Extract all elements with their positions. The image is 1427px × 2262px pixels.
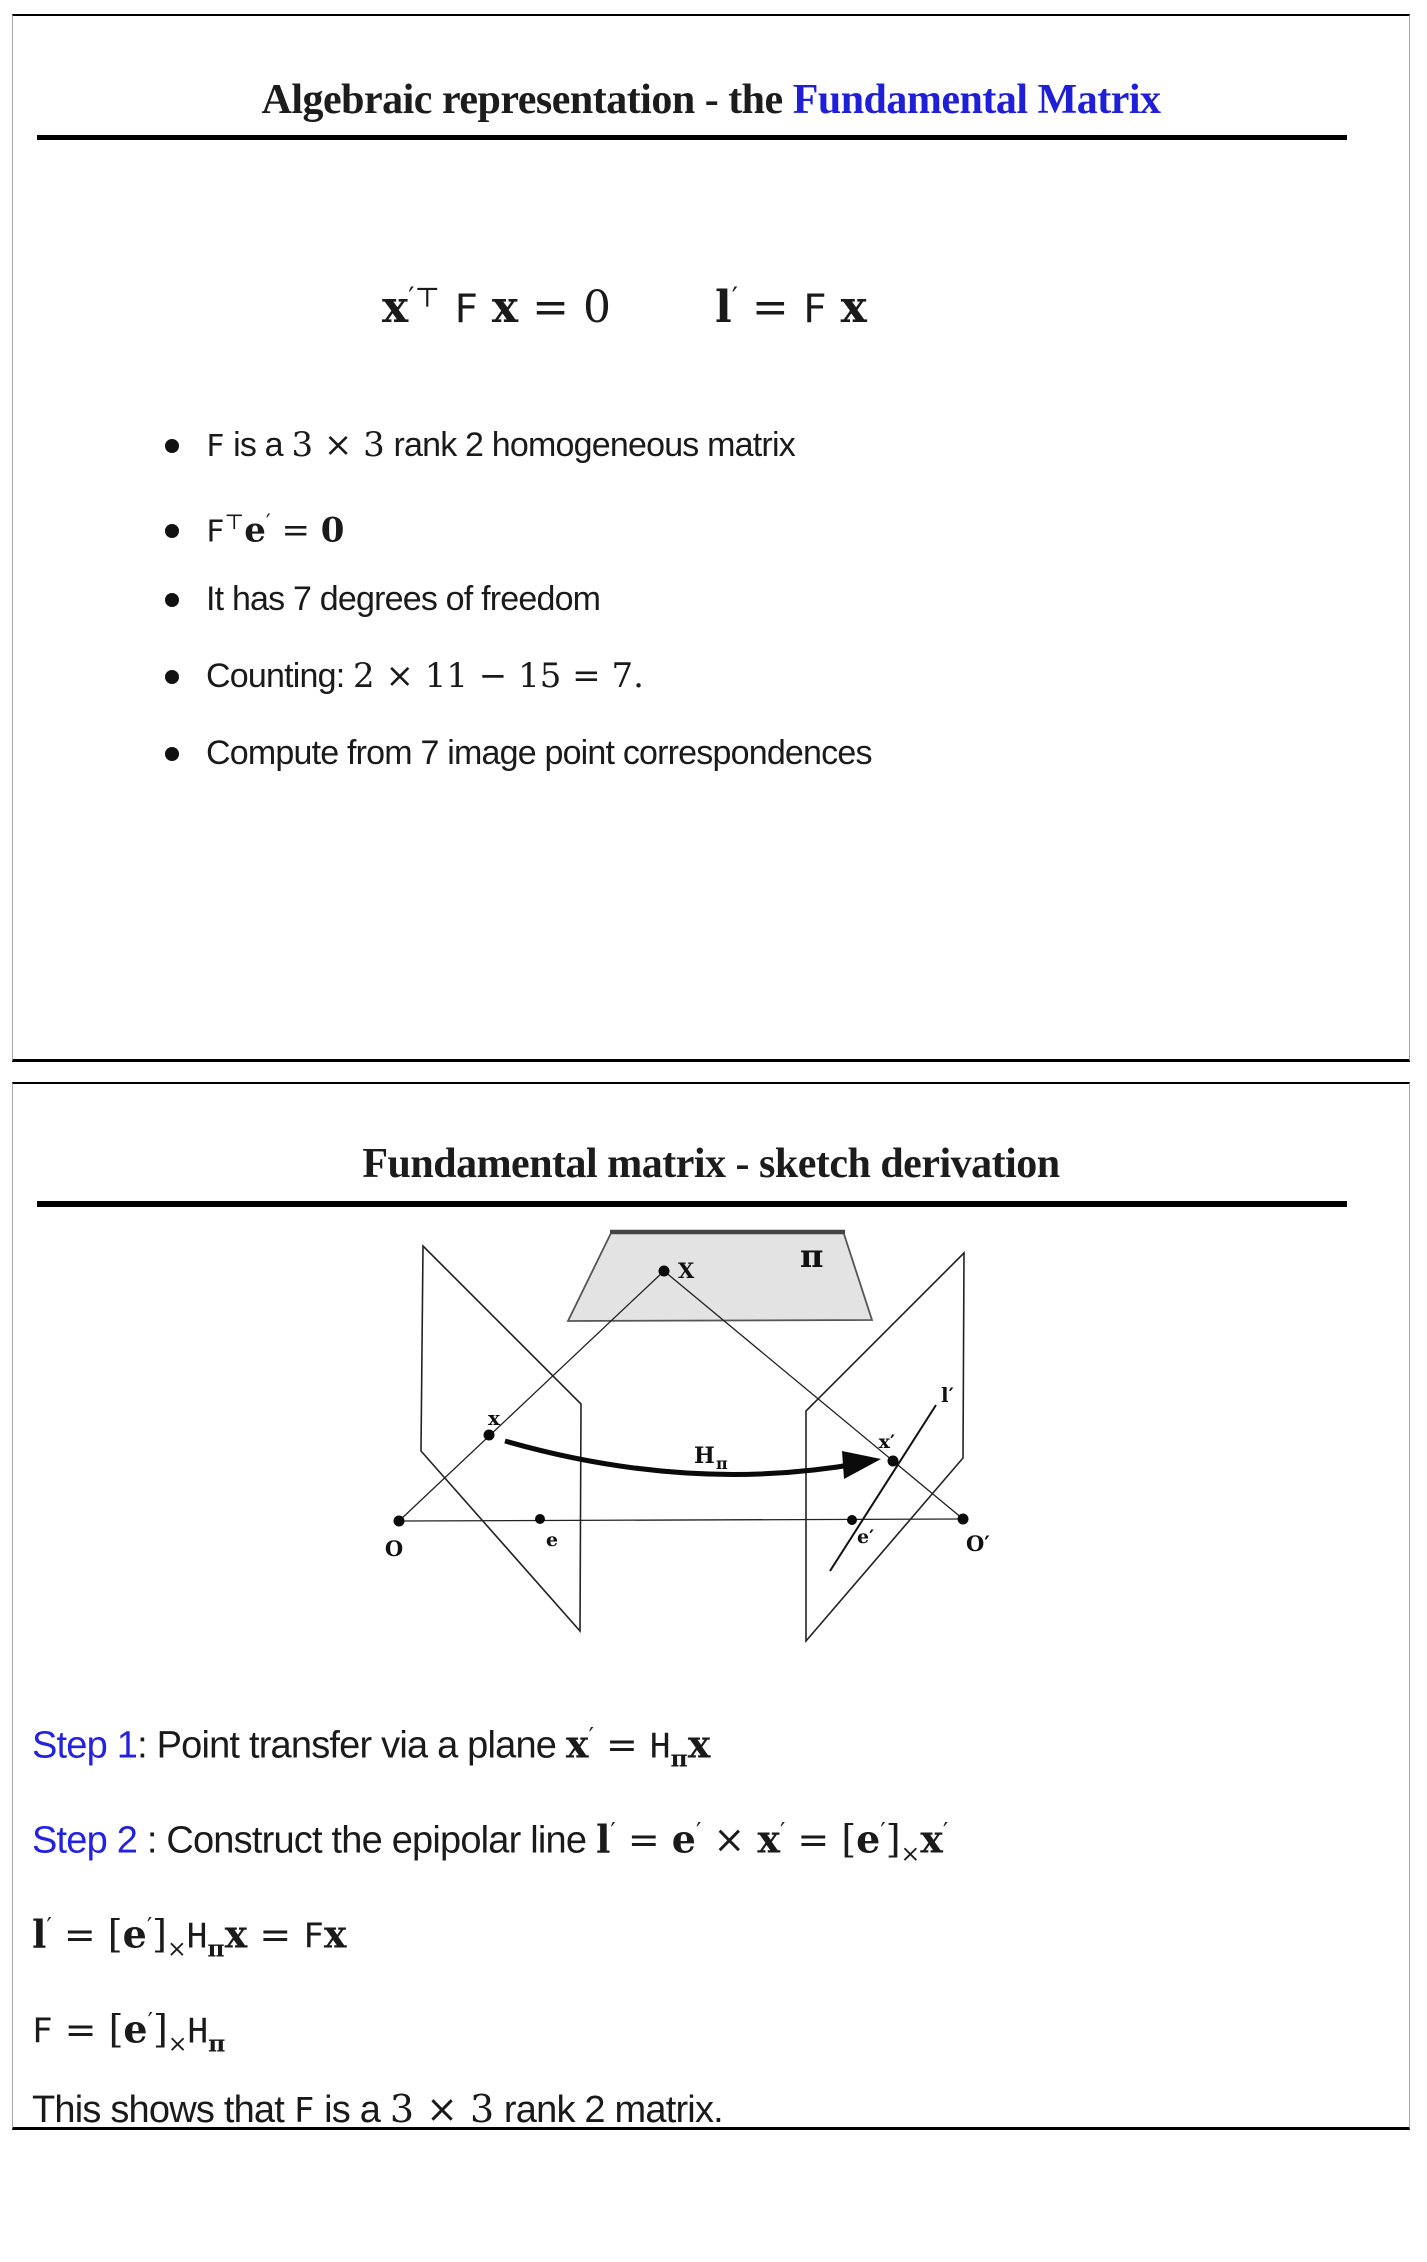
- slide-algebraic-representation: [12, 14, 1410, 1062]
- label-x: x: [488, 1406, 500, 1430]
- slide2-title: [13, 1140, 1409, 1188]
- label-X: X: [678, 1258, 695, 1283]
- equation-xFx: x′⊤ F x = 0: [382, 282, 611, 333]
- label-H-pi: H: [694, 1443, 715, 1469]
- image-plane-left: [421, 1246, 581, 1631]
- bullet-epipole-nullvector: F⊤e′ = 0: [165, 500, 872, 544]
- epipolar-geometry-diagram: [360, 1226, 1020, 1656]
- homography-arrow-curve: [505, 1441, 862, 1474]
- label-x-prime: x′: [878, 1431, 895, 1453]
- label-pi: π: [800, 1237, 824, 1275]
- label-H-pi-sub: π: [716, 1454, 728, 1473]
- ray-O-to-X: [399, 1271, 664, 1521]
- label-e-prime: e′: [857, 1526, 875, 1548]
- step1-point-transfer: Step 1: Point transfer via a plane $x' = H_\pi x$: [32, 1721, 711, 1773]
- label-e: e: [545, 1529, 559, 1551]
- derivation-line-F: $F = [e']_\times H_\pi$: [32, 2006, 226, 2058]
- plane-pi: [568, 1231, 872, 1321]
- bullet-compute-correspondences: Compute from 7 image point correspondences: [165, 731, 872, 775]
- bullet-counting: Counting: 2 × 11 − 15 = 7.: [165, 654, 872, 698]
- conclusion-line: This shows that F is a 3 × 3 rank 2 matrix.: [32, 2087, 723, 2131]
- equation-l-Fx: l′ = F x: [714, 282, 867, 333]
- point-x: [484, 1430, 495, 1441]
- label-O-prime: O′: [966, 1531, 990, 1556]
- point-O: [394, 1516, 405, 1527]
- slide-sketch-derivation: [12, 1082, 1410, 2130]
- baseline-O-Oprime: [399, 1519, 963, 1521]
- point-e-prime: [847, 1515, 857, 1525]
- bullet-list: [165, 423, 872, 808]
- derivation-line-lprime: $l' = [e']_\times H_\pi x = Fx$: [32, 1911, 347, 1963]
- slide1-title-rule: [37, 135, 1347, 140]
- slide1-title: Algebraic representation - the Fundamental Matrix: [261, 77, 1161, 124]
- epipolar-line-lprime: [830, 1405, 936, 1571]
- bullet-degrees-of-freedom: It has 7 degrees of freedom: [165, 577, 872, 621]
- point-e: [535, 1514, 545, 1524]
- label-O: O: [384, 1536, 404, 1561]
- point-X: [659, 1266, 670, 1277]
- main-equation: [382, 282, 867, 333]
- homography-arrowhead: [842, 1451, 881, 1479]
- slide2-title-text: Fundamental matrix - sketch derivation: [362, 1141, 1060, 1188]
- point-x-prime: [888, 1456, 899, 1467]
- label-l-prime: l′: [941, 1383, 954, 1407]
- point-O-prime: [958, 1514, 969, 1525]
- slide2-title-rule: [37, 1201, 1347, 1207]
- bullet-rank2-matrix: F is a 3 × 3 rank 2 homogeneous matrix: [165, 423, 872, 467]
- step2-construct-epipolar-line: Step 2 : Construct the epipolar line $l' = e' \times x' = [e']_\times x'$: [32, 1816, 949, 1868]
